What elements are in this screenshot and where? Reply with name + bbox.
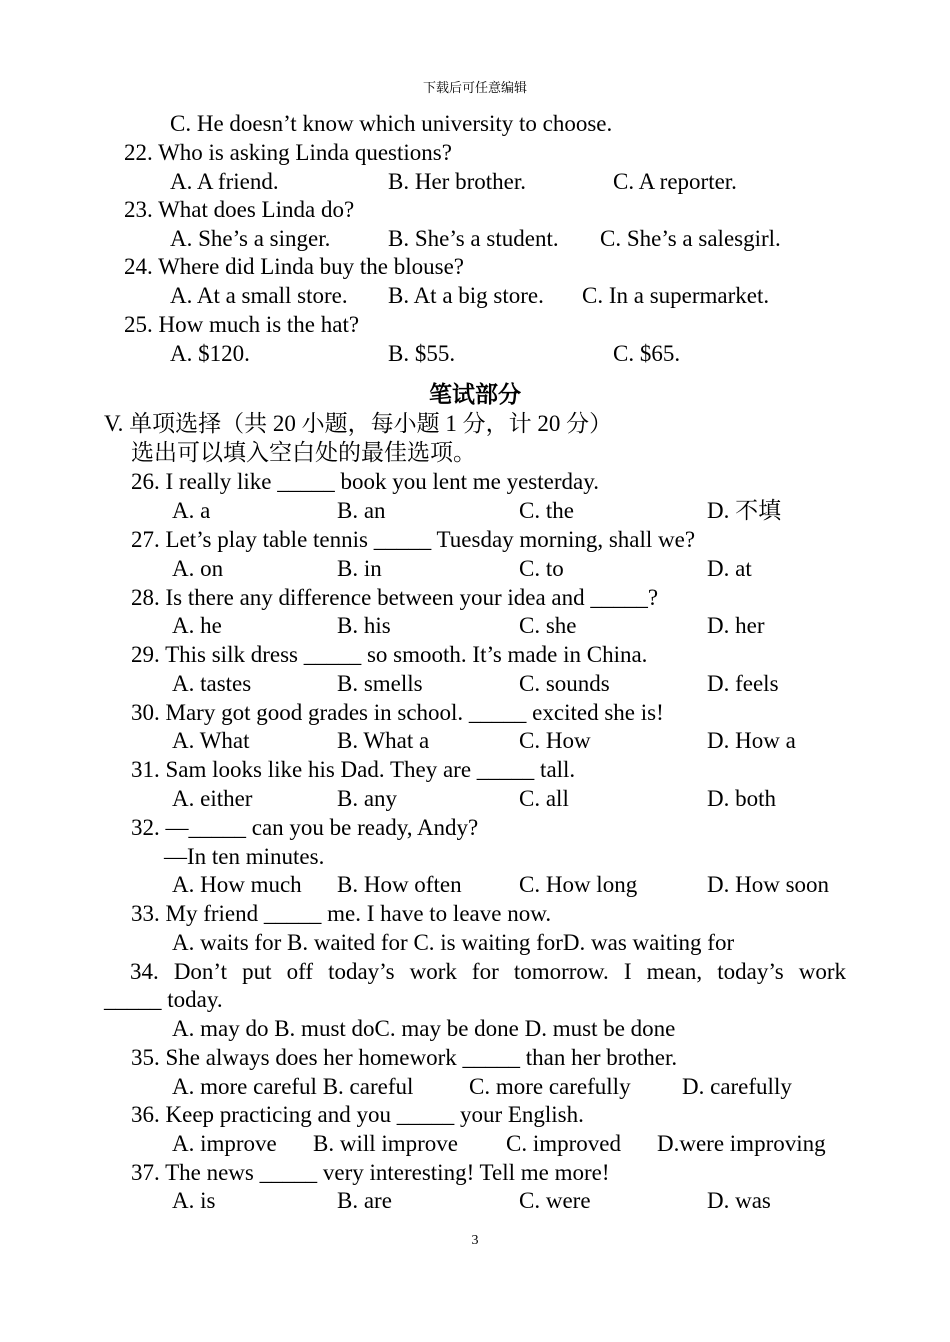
q26-option-a: A. a [172, 498, 211, 523]
q34-stem-continued: _____ today. [104, 987, 223, 1012]
q36-option-d: D.were improving [657, 1131, 826, 1156]
q31-option-d: D. both [707, 786, 776, 811]
q30-option-d: D. How a [707, 728, 796, 753]
q28-option-d: D. her [707, 613, 765, 638]
q32-stem: 32. —_____ can you be ready, Andy? [131, 815, 479, 840]
q32-option-a: A. How much [172, 872, 302, 897]
q34-stem: 34. Don’t put off today’s work for tomorrow. I mean, today’s work [130, 959, 846, 984]
q26-option-d: D. 不填 [707, 498, 782, 523]
q26-option-b: B. an [337, 498, 386, 523]
q23-stem: 23. What does Linda do? [124, 197, 355, 222]
q37-option-b: B. are [337, 1188, 392, 1213]
q32-option-b: B. How often [337, 872, 462, 897]
q28-stem: 28. Is there any difference between your idea and _____? [131, 585, 659, 610]
q35-option-c: C. more carefully [469, 1074, 631, 1099]
q23-option-a: A. She’s a singer. [170, 226, 331, 251]
q36-stem: 36. Keep practicing and you _____ your English. [131, 1102, 584, 1127]
q35-option-d: D. carefully [682, 1074, 792, 1099]
q25-option-b: B. $55. [388, 341, 456, 366]
q22-stem: 22. Who is asking Linda questions? [124, 140, 452, 165]
written-part-title: 笔试部分 [429, 382, 521, 407]
q29-option-d: D. feels [707, 671, 779, 696]
q27-option-c: C. to [519, 556, 564, 581]
q32-option-c: C. How long [519, 872, 638, 897]
q35-stem: 35. She always does her homework _____ than her brother. [131, 1045, 678, 1070]
q21-option-c: C. He doesn’t know which university to choose. [170, 111, 613, 136]
q32-option-d: D. How soon [707, 872, 830, 897]
q29-option-c: C. sounds [519, 671, 610, 696]
q26-option-c: C. the [519, 498, 574, 523]
q25-option-a: A. $120. [170, 341, 250, 366]
page-header: 下载后可任意编辑 [422, 80, 527, 95]
q33-stem: 33. My friend _____ me. I have to leave now. [131, 901, 552, 926]
section-5-title: V. 单项选择（共 20 小题，每小题 1 分，计 20 分） [104, 411, 613, 436]
q23-option-c: C. She’s a salesgirl. [600, 226, 781, 251]
q27-stem: 27. Let’s play table tennis _____ Tuesday morning, shall we? [131, 527, 696, 552]
q33-options: A. waits for B. waited for C. is waiting forD. was waiting for [172, 930, 735, 955]
q30-stem: 30. Mary got good grades in school. _____ excited she is! [131, 700, 664, 725]
q22-option-b: B. Her brother. [388, 169, 526, 194]
section-5-instruction: 选出可以填入空白处的最佳选项。 [131, 440, 476, 465]
q32-answer-line: —In ten minutes. [164, 844, 325, 869]
q24-option-c: C. In a supermarket. [582, 283, 770, 308]
q24-option-a: A. At a small store. [170, 283, 348, 308]
q37-option-c: C. were [519, 1188, 591, 1213]
q31-option-a: A. either [172, 786, 253, 811]
q25-option-c: C. $65. [613, 341, 681, 366]
q31-option-b: B. any [337, 786, 398, 811]
q22-option-a: A. A friend. [170, 169, 279, 194]
q36-option-c: C. improved [506, 1131, 621, 1156]
q27-option-d: D. at [707, 556, 752, 581]
q36-option-b: B. will improve [313, 1131, 459, 1156]
q27-option-b: B. in [337, 556, 382, 581]
q37-stem: 37. The news _____ very interesting! Tell me more! [131, 1160, 610, 1185]
q31-option-c: C. all [519, 786, 569, 811]
q35-option-ab: A. more careful B. careful [172, 1074, 414, 1099]
q25-stem: 25. How much is the hat? [124, 312, 360, 337]
q31-stem: 31. Sam looks like his Dad. They are _____ tall. [131, 757, 576, 782]
q30-option-b: B. What a [337, 728, 430, 753]
q26-stem: 26. I really like _____ book you lent me yesterday. [131, 469, 599, 494]
q27-option-a: A. on [172, 556, 224, 581]
q37-option-d: D. was [707, 1188, 771, 1213]
q24-option-b: B. At a big store. [388, 283, 544, 308]
q30-option-a: A. What [172, 728, 250, 753]
q28-option-c: C. she [519, 613, 577, 638]
q29-stem: 29. This silk dress _____ so smooth. It’s made in China. [131, 642, 648, 667]
q29-option-b: B. smells [337, 671, 423, 696]
q36-option-a: A. improve [172, 1131, 277, 1156]
q28-option-a: A. he [172, 613, 222, 638]
q24-stem: 24. Where did Linda buy the blouse? [124, 254, 465, 279]
q28-option-b: B. his [337, 613, 391, 638]
q22-option-c: C. A reporter. [613, 169, 737, 194]
page-number: 3 [471, 1233, 479, 1248]
q23-option-b: B. She’s a student. [388, 226, 559, 251]
q30-option-c: C. How [519, 728, 591, 753]
q37-option-a: A. is [172, 1188, 216, 1213]
q29-option-a: A. tastes [172, 671, 252, 696]
q34-options: A. may do B. must doC. may be done D. must be done [172, 1016, 676, 1041]
